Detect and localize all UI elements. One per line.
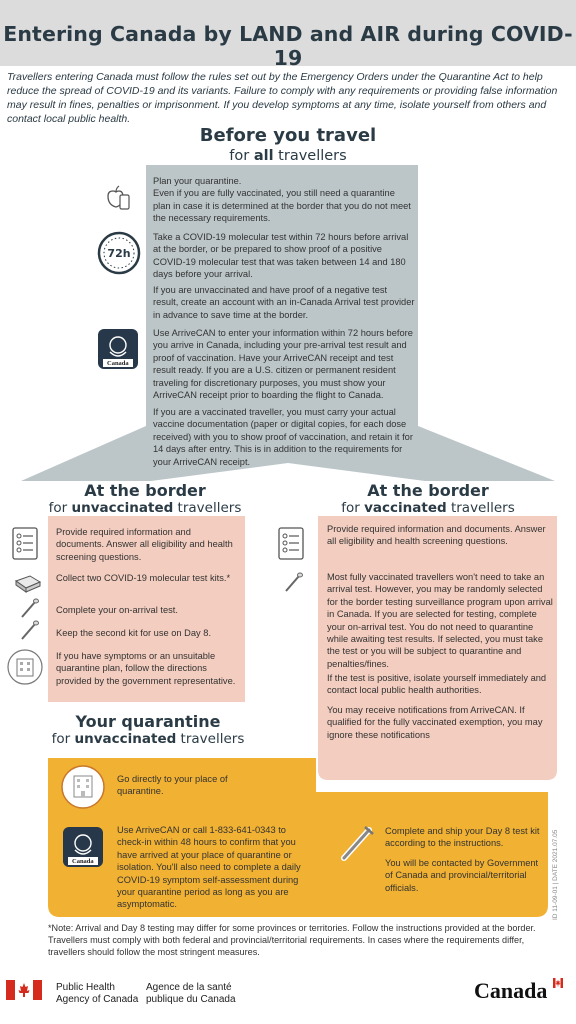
arrivecan-wordmark: Canada	[107, 360, 129, 367]
before-sub-post: travellers	[273, 148, 347, 164]
document-id-text: ID 11-09-01 | DATE 2021.07.05	[552, 829, 559, 920]
border-vax-item-4: You may receive notifications from ArriveCAN. If qualified for the fully vaccinated exemption, you may ignore these notifications	[327, 705, 543, 740]
border-unvax-item-5: If you have symptoms or an unsuitable quarantine plan, follow the directions provided by the government representative.	[56, 651, 236, 686]
quarantine-q1: Go directly to your place of quarantine.	[117, 774, 228, 797]
phac-english	[56, 982, 146, 1006]
quarantine-subheading	[40, 731, 256, 747]
footnote: *Note: Arrival and Day 8 testing may differ for some provinces or territories. Follow the instructions provided at the border. Travellers must comply with both federal and provincial/territorial requirements. In cases where the requirements differ, travellers should follow the most stringent measures.	[48, 923, 536, 957]
swab-icon	[18, 598, 40, 620]
phac-en-line1: Public Health	[56, 982, 115, 993]
border-unvax-heading: At the border	[84, 481, 206, 500]
quarantine-q3: Complete and ship your Day 8 test kit according to the instructions.	[385, 826, 540, 849]
phac-en-line2: Agency of Canada	[56, 994, 139, 1005]
border-vax-sub-pre: for	[341, 500, 365, 516]
quarantine-sub-pre: for	[51, 731, 75, 747]
before-p1-lead: Plan your quarantine.	[153, 176, 242, 186]
border-vax-item-3: If the test is positive, isolate yourself immediately and contact local public health authorities.	[327, 673, 547, 696]
apple-phone-icon	[96, 176, 140, 220]
border-unvax-item-3: Complete your on-arrival test.	[56, 605, 178, 615]
clock-label: 72h	[107, 247, 131, 260]
arrivecan-app-icon-2	[62, 826, 104, 868]
quarantine-q4: You will be contacted by Government of Canada and provincial/territorial officials.	[385, 858, 539, 893]
border-vax-sub-bold: vaccinated	[364, 500, 447, 516]
arrivecan-app-icon	[97, 328, 139, 370]
quarantine-q2: Use ArriveCAN or call 1-833-641-0343 to check-in within 48 hours to confirm that you have arrived at your place of quarantine or isolation. You'll also need to complete a daily COVID-19 symptom self-assessment during your quarantine period as long as you are asymptomatic.	[117, 825, 301, 910]
phac-fr-line1: Agence de la santé	[146, 982, 232, 993]
border-unvax-subheading	[30, 500, 260, 516]
before-p5: If you are a vaccinated traveller, you must carry your actual vaccine documentation (paper or digital copies, for each dose received) with you to show proof of vaccination, and retain it for 14 days after entry. This is in addition to the requirements for your ArriveCAN receipt.	[153, 407, 413, 467]
before-p1	[153, 175, 415, 225]
checklist-icon	[10, 526, 42, 562]
swab-icon-vax	[282, 572, 304, 594]
canada-wordmark-text: Canada	[474, 978, 548, 1003]
border-vax-item-1: Provide required information and documents. Answer all eligibility and health screening questions.	[327, 524, 546, 547]
intro-text: Travellers entering Canada must follow the rules set out by the Emergency Orders under the Quarantine Act to help reduce the spread of COVID-19 and its variants. Failure to comply with any requirements or providing false information may result in fines, penalties or imprisonment. If you develop symptoms at any time, isolate yourself from others and contact local public health.	[7, 71, 558, 125]
before-sub-pre: for	[229, 148, 254, 164]
border-vax-heading: At the border	[367, 481, 489, 500]
test-tube-icon	[336, 822, 378, 864]
document-id	[552, 810, 564, 920]
phac-fr-line2: publique du Canada	[146, 994, 236, 1005]
phac-french	[146, 982, 256, 1006]
canada-wordmark	[474, 978, 566, 1004]
border-vax-item-2: Most fully vaccinated travellers won't need to take an arrival test. However, you may be randomly selected for the border testing surveillance program upon arrival in Canada. If you are selected for testing, complete your on-arrival test. You do not need to quarantine while awaiting test results. If selected, you must take the test or you will be subject to quarantine and penalties/fines.	[327, 572, 553, 669]
before-p4: Use ArriveCAN to enter your information within 72 hours before you arrive in Canada, including your pre-arrival test result and proof of vaccination. Have your ArriveCAN receipt and test result ready. If you are a U.S. citizen or permanent resident traveling for discretionary purposes, you must show your ArriveCAN receipt prior to boarding the flight to Canada.	[153, 328, 413, 401]
border-unvax-item-2: Collect two COVID-19 molecular test kits.*	[56, 573, 231, 583]
border-vax-subheading	[318, 500, 538, 516]
canada-flag-icon	[6, 980, 42, 1000]
swab-icon-2	[18, 620, 40, 642]
building-icon	[6, 648, 44, 686]
quarantine-sub-post: travellers	[176, 731, 245, 747]
before-heading: Before you travel	[199, 125, 377, 146]
test-kit-icon	[13, 573, 43, 593]
page-title: Entering Canada by LAND and AIR during COVID-19	[3, 22, 573, 70]
border-unvax-item-1: Provide required information and documents. Answer all eligibility and health screening questions.	[56, 527, 233, 562]
checklist-icon-vax	[276, 526, 308, 562]
before-sub-bold: all	[253, 148, 274, 164]
border-unvax-item-4: Keep the second kit for use on Day 8.	[56, 628, 212, 638]
quarantine-heading: Your quarantine	[75, 712, 221, 731]
before-p2: Take a COVID-19 molecular test within 72 hours before arrival at the border, or be prepared to show proof of a positive COVID-19 molecular test that was taken between 14 and 180 days before your arrival.	[153, 232, 409, 280]
before-p1-body: Even if you are fully vaccinated, you still need a quarantine plan in case it is determined at the border that you do not meet the necessary requirements.	[153, 188, 411, 224]
before-subheading	[140, 148, 436, 164]
clock-72h-icon	[96, 230, 142, 276]
quarantine-building-icon	[60, 764, 106, 810]
border-unvax-sub-bold: unvaccinated	[71, 500, 174, 516]
border-vax-sub-post: travellers	[446, 500, 515, 516]
border-unvax-sub-pre: for	[48, 500, 72, 516]
border-unvax-sub-post: travellers	[173, 500, 242, 516]
quarantine-sub-bold: unvaccinated	[74, 731, 177, 747]
before-p3: If you are unvaccinated and have proof of a negative test result, create an account with an in-Canada Arrival test provider in advance to save time at the border.	[153, 285, 415, 320]
arrivecan-wordmark-2: Canada	[72, 858, 94, 865]
